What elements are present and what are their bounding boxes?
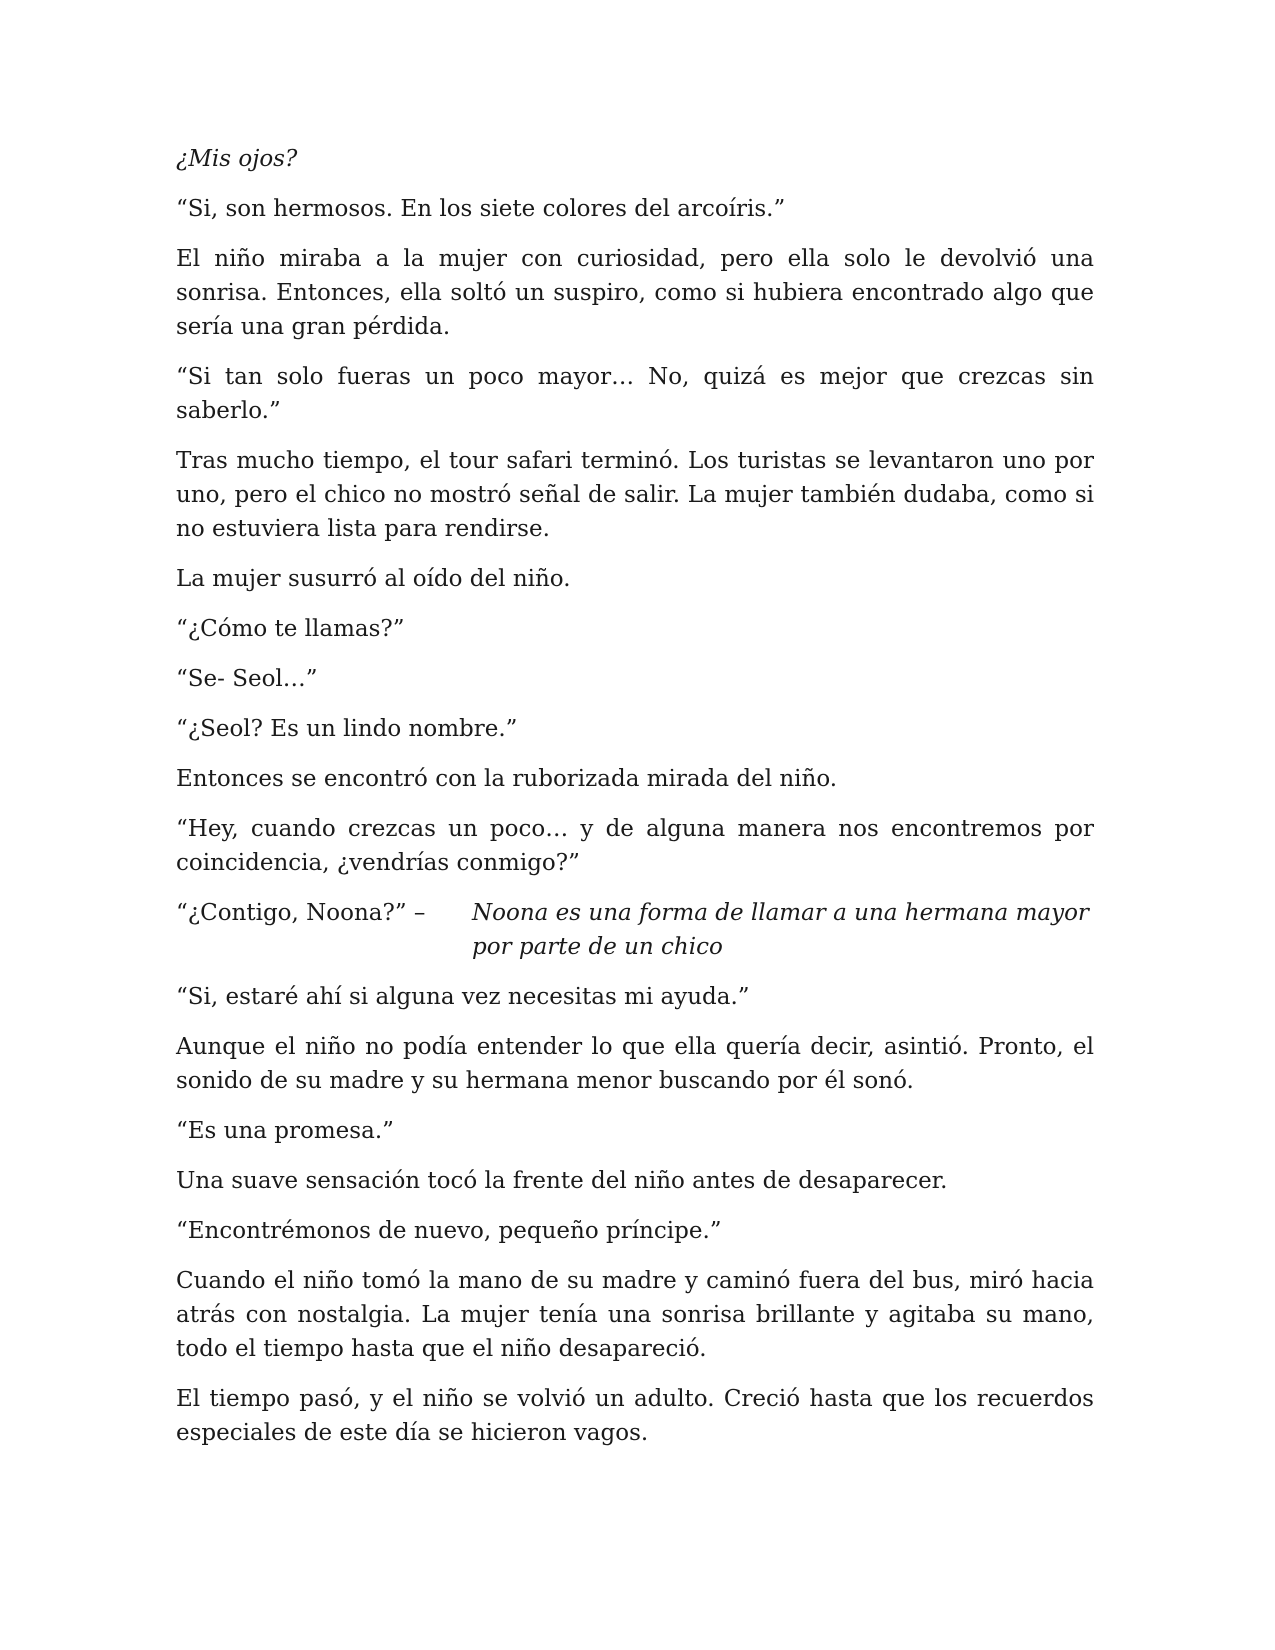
paragraph-dialogue: “Es una promesa.” [176,1118,394,1144]
document-page [176,142,1094,1466]
paragraph-dialogue: “¿Cómo te llamas?” [176,616,405,642]
paragraph-dialogue: “Si tan solo fueras un poco mayor… No, quizá es mejor que crezcas sin saberlo.” [176,364,1094,424]
paragraph: La mujer susurró al oído del niño. [176,566,571,592]
paragraph: Entonces se encontró con la ruborizada mirada del niño. [176,766,838,792]
paragraph: Cuando el niño tomó la mano de su madre y caminó fuera del bus, miró hacia atrás con nostalgia. La mujer tenía una sonrisa brillante y agitaba su mano, todo el tiempo hasta que el niño desapareció. [176,1268,1094,1362]
paragraph-dialogue: “Encontrémonos de nuevo, pequeño príncipe.” [176,1218,722,1244]
paragraph-dialogue: “Si, son hermosos. En los siete colores del arcoíris.” [176,196,786,222]
translator-note: Noona es una forma de llamar a una hermana mayor por parte de un chico [472,900,1089,960]
paragraph: El tiempo pasó, y el niño se volvió un adulto. Creció hasta que los recuerdos especiales de este día se hicieron vagos. [176,1386,1094,1446]
paragraph: Tras mucho tiempo, el tour safari terminó. Los turistas se levantaron uno por uno, pero el chico no mostró señal de salir. La mujer también dudaba, como si no estuviera lista para rendirse. [176,448,1094,542]
paragraph-mis-ojos: ¿Mis ojos? [176,146,298,172]
paragraph-dialogue: “Si, estaré ahí si alguna vez necesitas mi ayuda.” [176,984,750,1010]
paragraph-dialogue: “Se- Seol…” [176,666,318,692]
paragraph-dialogue: “¿Contigo, Noona?” – [176,900,426,926]
paragraph-dialogue: “¿Seol? Es un lindo nombre.” [176,716,518,742]
paragraph: Aunque el niño no podía entender lo que ella quería decir, asintió. Pronto, el sonido de su madre y su hermana menor buscando por él sonó. [176,1034,1094,1094]
paragraph: El niño miraba a la mujer con curiosidad, pero ella solo le devolvió una sonrisa. Entonces, ella soltó un suspiro, como si hubiera encontrado algo que sería una gran pérdida. [176,246,1094,340]
paragraph-dialogue: “Hey, cuando crezcas un poco… y de alguna manera nos encontremos por coincidencia, ¿vendrías conmigo?” [176,816,1094,876]
translator-note-row [176,896,1094,964]
paragraph: Una suave sensación tocó la frente del niño antes de desaparecer. [176,1168,948,1194]
